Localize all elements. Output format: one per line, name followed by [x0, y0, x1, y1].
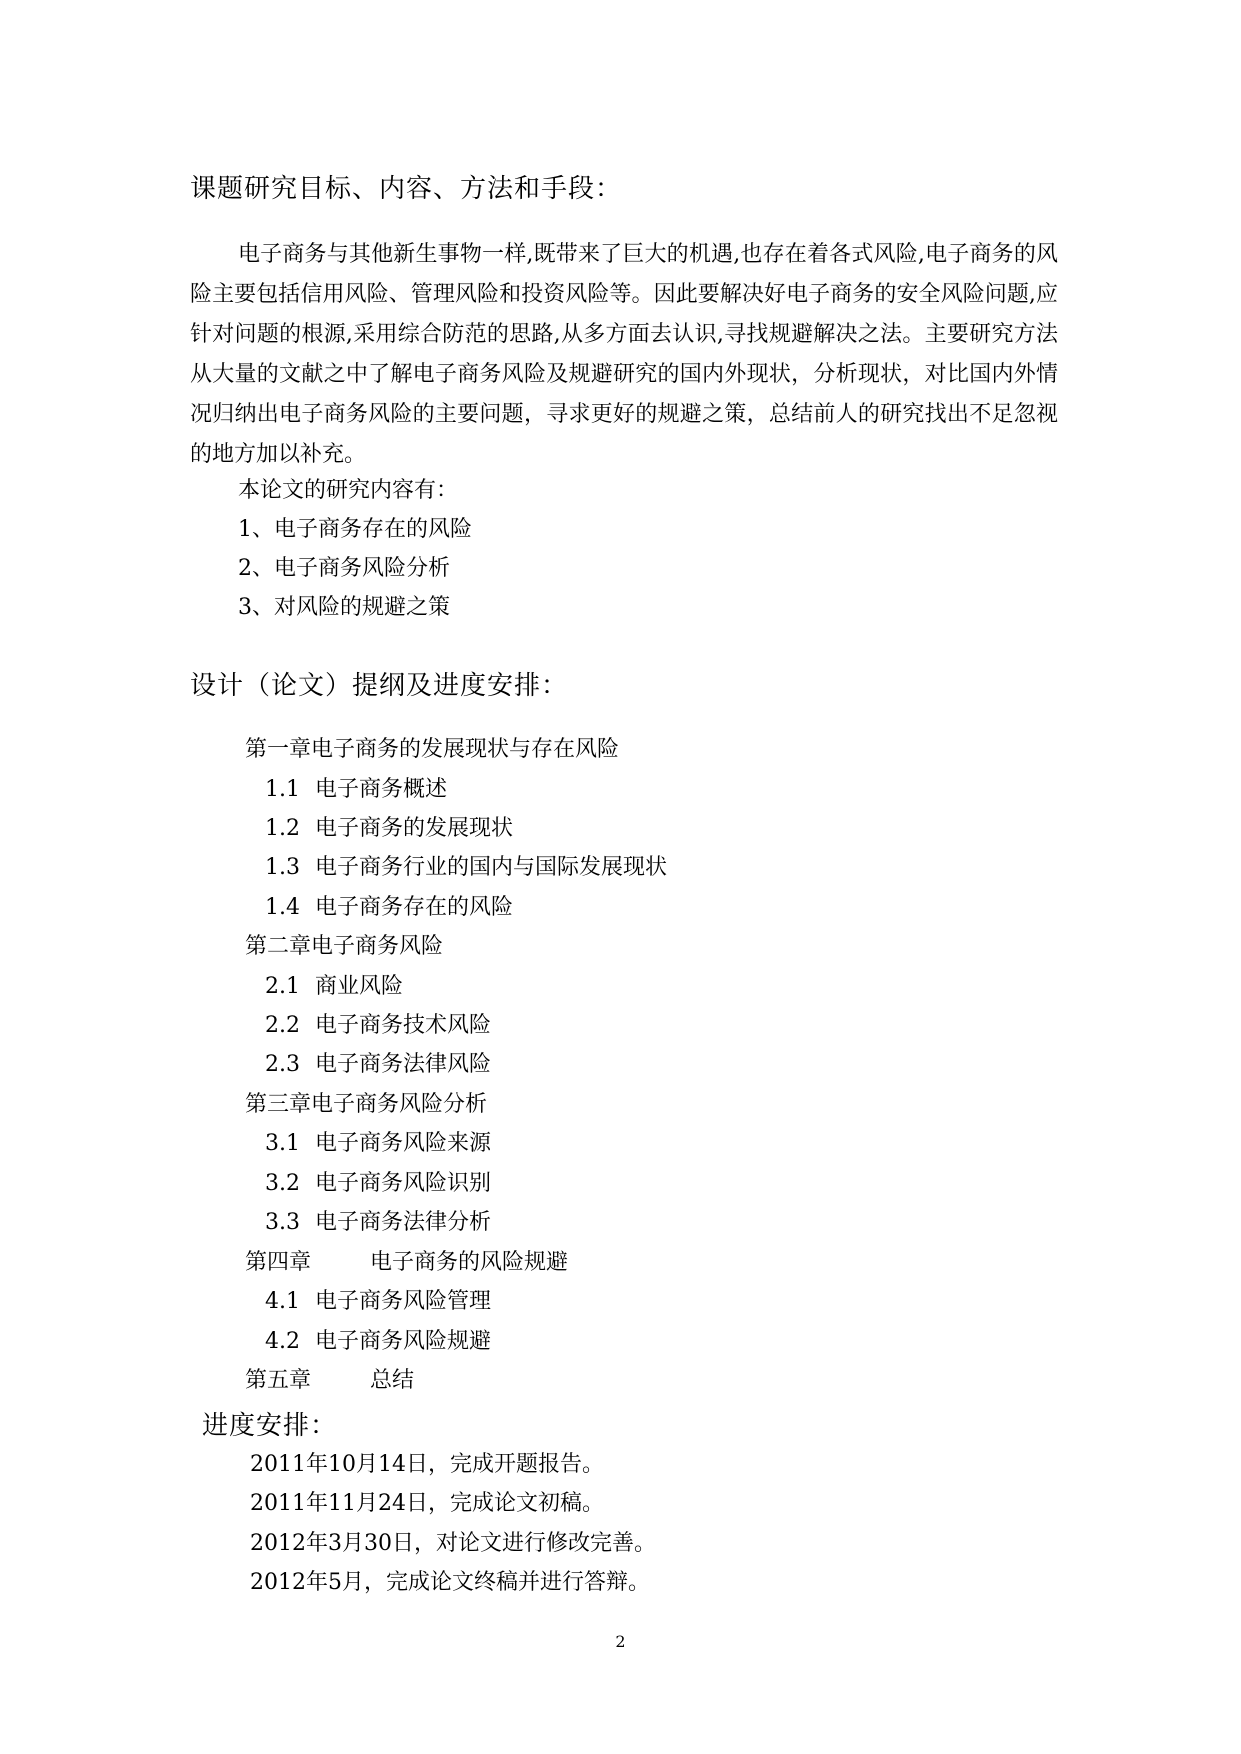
schedule-item: 2012年3月30日，对论文进行修改完善。 [250, 1531, 656, 1556]
outline-section [265, 1129, 491, 1159]
section-number: 3.1 [265, 1131, 300, 1156]
section-title: 电子商务风险识别 [315, 1171, 492, 1196]
section-title: 电子商务存在的风险 [315, 895, 514, 920]
section-title: 商业风险 [315, 974, 404, 999]
section-number: 1.1 [265, 777, 300, 802]
outline-chapter: 第一章电子商务的发展现状与存在风险 [245, 737, 620, 762]
outline-chapter: 第三章电子商务风险分析 [245, 1092, 488, 1117]
section-title: 电子商务行业的国内与国际发展现状 [315, 855, 668, 880]
research-paragraph: 电子商务与其他新生事物一样,既带来了巨大的机遇,也存在着各式风险,电子商务的风险主要包括信用风险、管理风险和投资风险等。因此要解决好电子商务的安全风险问题,应针对问题的根源,采用综合防范的思路,从多方面去认识,寻找规避解决之法。主要研究方法从大量的文献之中了解电子商务风险及规避研究的国内外现状，分析现状，对比国内外情况归纳出电子商务风险的主要问题，寻求更好的规避之策，总结前人的研究找出不足忽视的地方加以补充。 [190, 242, 1058, 467]
chapter-title: 电子商务的风险规避 [370, 1250, 569, 1275]
section-title: 电子商务风险管理 [315, 1289, 492, 1314]
section-number: 1.3 [265, 855, 300, 880]
content-intro: 本论文的研究内容有： [238, 478, 459, 503]
section-heading-schedule: 进度安排： [202, 1411, 338, 1441]
outline-section [265, 1011, 491, 1041]
section-number: 3.2 [265, 1171, 300, 1196]
schedule-item: 2011年10月14日，完成开题报告。 [250, 1452, 604, 1477]
section-title: 电子商务技术风险 [315, 1013, 492, 1038]
section-heading-research: 课题研究目标、内容、方法和手段： [190, 174, 623, 204]
outline-section [265, 1169, 491, 1199]
outline-chapter: 第二章电子商务风险 [245, 934, 444, 959]
content-item: 2、电子商务风险分析 [238, 556, 450, 581]
outline-section [265, 814, 513, 844]
outline-section [265, 893, 513, 923]
section-heading-outline: 设计（论文）提纲及进度安排： [190, 671, 569, 701]
outline-section [265, 1287, 491, 1317]
chapter-title: 总结 [370, 1368, 415, 1393]
section-number: 3.3 [265, 1210, 300, 1235]
outline-section [265, 1208, 491, 1238]
outline-section [265, 1327, 491, 1357]
outline-chapter [245, 1248, 568, 1278]
schedule-item: 2012年5月，完成论文终稿并进行答辩。 [250, 1570, 650, 1595]
section-title: 电子商务概述 [315, 777, 448, 802]
outline-section [265, 1050, 491, 1080]
section-number: 2.3 [265, 1052, 300, 1077]
section-number: 1.4 [265, 895, 300, 920]
chapter-label: 第四章 [245, 1250, 312, 1275]
section-title: 电子商务法律分析 [315, 1210, 492, 1235]
section-number: 1.2 [265, 816, 300, 841]
chapter-label: 第五章 [245, 1368, 312, 1393]
outline-section [265, 972, 403, 1002]
outline-section [265, 853, 667, 883]
content-item: 3、对风险的规避之策 [238, 595, 450, 620]
section-title: 电子商务风险来源 [315, 1131, 492, 1156]
section-number: 2.1 [265, 974, 300, 999]
section-number: 4.2 [265, 1329, 300, 1354]
section-title: 电子商务的发展现状 [315, 816, 514, 841]
schedule-item: 2011年11月24日，完成论文初稿。 [250, 1491, 604, 1516]
content-item: 1、电子商务存在的风险 [238, 517, 472, 542]
page-number: 2 [615, 1632, 626, 1651]
section-title: 电子商务风险规避 [315, 1329, 492, 1354]
outline-chapter [245, 1366, 414, 1396]
section-title: 电子商务法律风险 [315, 1052, 492, 1077]
section-number: 2.2 [265, 1013, 300, 1038]
outline-section [265, 775, 447, 805]
section-number: 4.1 [265, 1289, 300, 1314]
